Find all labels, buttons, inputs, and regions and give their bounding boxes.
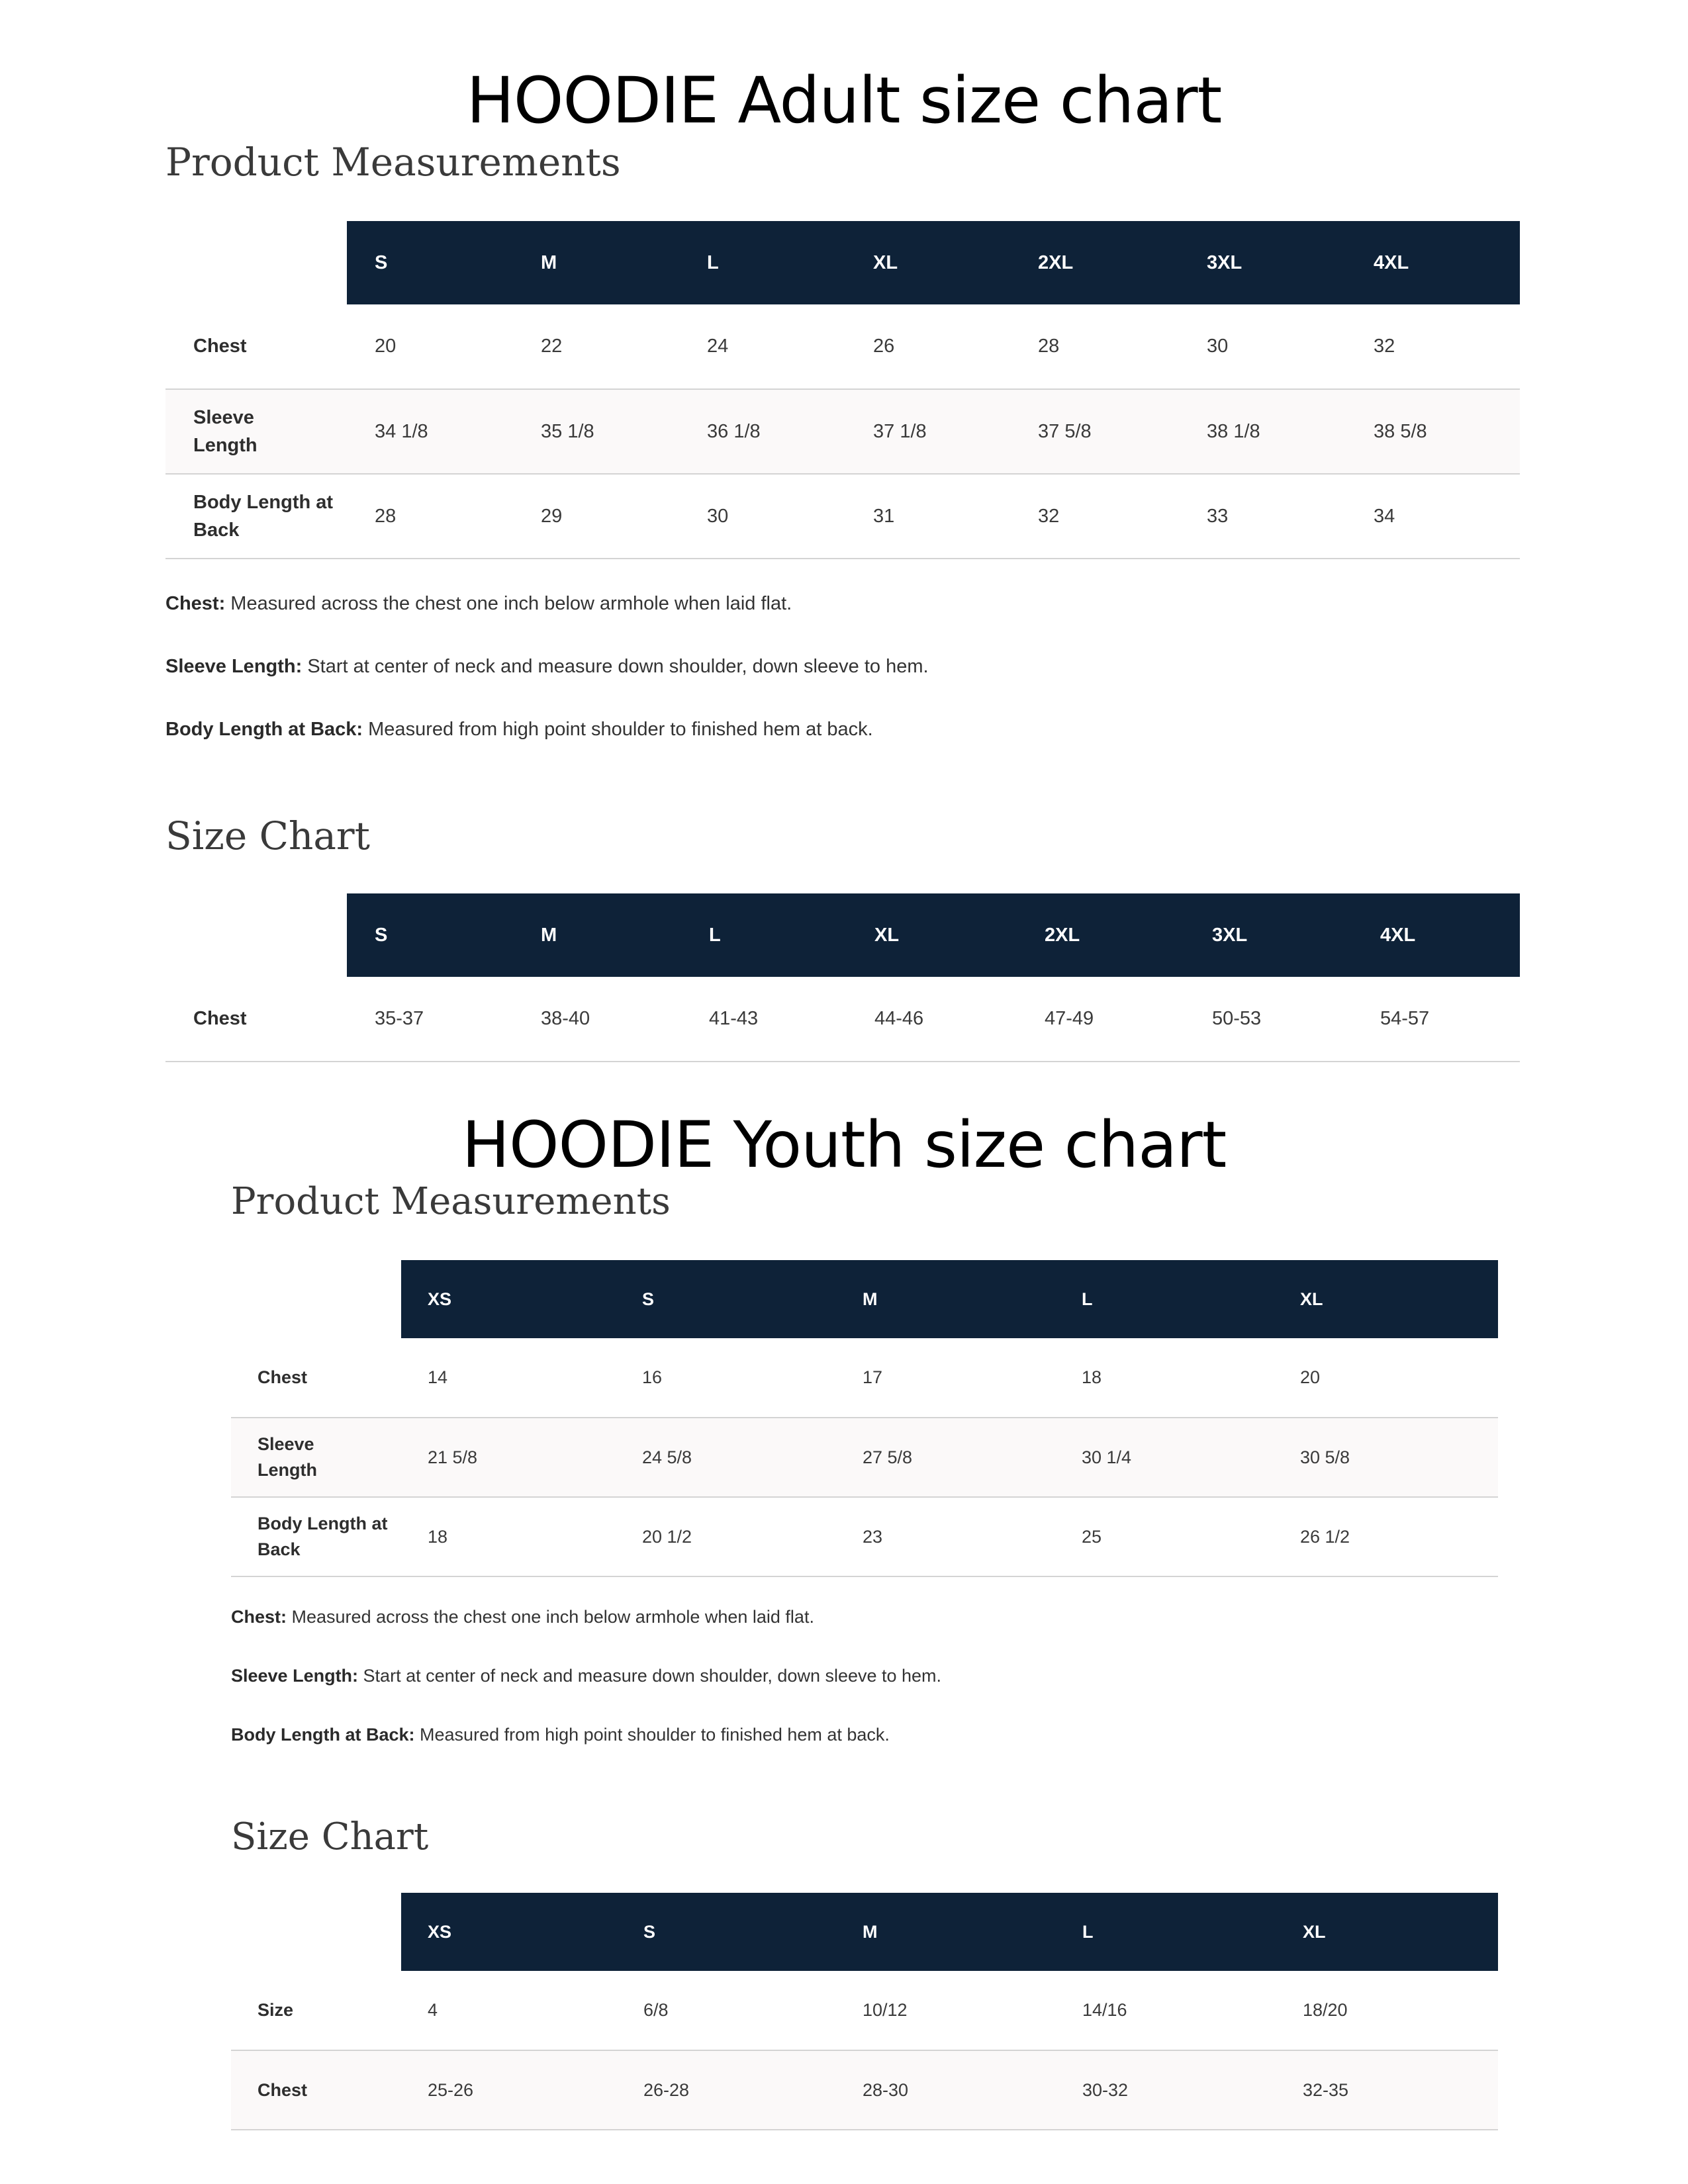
youth-size-chart-heading: Size Chart	[231, 1815, 429, 1858]
size-header-xl: XL	[1274, 1260, 1498, 1338]
size-header-m: M	[513, 221, 679, 304]
size-header-s: S	[617, 1893, 836, 1971]
table-cell: 21 5/8	[428, 1447, 478, 1467]
adult-size-chart-table	[165, 893, 1520, 1062]
table-cell: 37 5/8	[1038, 420, 1092, 442]
table-row	[231, 1497, 1498, 1576]
table-cell: 25-26	[428, 2079, 474, 2100]
size-header-4xl: 4XL	[1346, 221, 1520, 304]
row-label-body-length: Body Length at Back	[258, 1513, 388, 1559]
table-cell: 18/20	[1303, 2000, 1348, 2020]
table-cell: 38 1/8	[1207, 420, 1260, 442]
table-cell: 20	[1300, 1367, 1321, 1387]
adult-measurements-heading: Product Measurements	[165, 140, 621, 185]
row-label-size: Size	[258, 2000, 294, 2020]
table-cell: 18	[1082, 1367, 1102, 1387]
note-term: Sleeve Length:	[231, 1666, 359, 1686]
row-label-chest: Chest	[258, 2079, 308, 2100]
size-header-s: S	[347, 221, 513, 304]
table-cell: 27 5/8	[863, 1447, 913, 1467]
size-header-m: M	[836, 1260, 1055, 1338]
table-cell: 37 1/8	[873, 420, 927, 442]
table-cell: 30	[1207, 336, 1229, 357]
size-header-4xl: 4XL	[1352, 893, 1520, 977]
table-row	[165, 389, 1520, 474]
row-label-chest: Chest	[193, 1008, 247, 1029]
table-cell: 26	[873, 336, 895, 357]
youth-measurements-heading: Product Measurements	[231, 1180, 671, 1223]
youth-note-sleeve	[231, 1666, 941, 1686]
table-cell: 35 1/8	[541, 420, 594, 442]
table-row	[165, 977, 1520, 1062]
size-header-3xl: 3XL	[1184, 893, 1352, 977]
size-header-s: S	[347, 893, 513, 977]
adult-measurements-header-row	[165, 221, 1520, 304]
youth-title: HOODIE Youth size chart	[461, 1108, 1227, 1182]
youth-size-chart-table	[231, 1893, 1498, 2130]
row-label-sleeve-length: Sleeve Length	[193, 406, 258, 456]
adult-note-chest	[165, 593, 792, 615]
table-cell: 54-57	[1380, 1008, 1430, 1029]
table-cell: 24	[707, 336, 729, 357]
size-header-xl: XL	[847, 893, 1017, 977]
table-cell: 32-35	[1303, 2079, 1349, 2100]
table-cell: 25	[1082, 1526, 1102, 1547]
adult-title: HOODIE Adult size chart	[466, 64, 1222, 138]
header-spacer	[231, 1893, 401, 1971]
size-header-xl: XL	[845, 221, 1010, 304]
size-header-l: L	[1055, 1260, 1274, 1338]
table-cell: 44-46	[874, 1008, 924, 1029]
table-cell: 26 1/2	[1300, 1526, 1350, 1547]
row-label-chest: Chest	[258, 1367, 308, 1387]
youth-note-chest	[231, 1607, 814, 1627]
note-text: Measured across the chest one inch below armhole when laid flat.	[287, 1607, 814, 1627]
size-header-m: M	[513, 893, 681, 977]
table-cell: 16	[642, 1367, 663, 1387]
adult-measurements-table	[165, 221, 1520, 559]
table-cell: 20 1/2	[642, 1526, 692, 1547]
size-header-2xl: 2XL	[1010, 221, 1179, 304]
table-row	[231, 1338, 1498, 1418]
size-header-xl: XL	[1276, 1893, 1498, 1971]
size-header-3xl: 3XL	[1179, 221, 1346, 304]
table-row	[165, 304, 1520, 389]
youth-size-chart-header-row	[231, 1893, 1498, 1971]
row-label-body-length: Body Length at Back	[193, 491, 334, 541]
header-spacer	[165, 221, 347, 304]
table-cell: 28	[375, 505, 397, 527]
table-cell: 28	[1038, 336, 1060, 357]
table-cell: 31	[873, 505, 895, 527]
note-text: Measured across the chest one inch below armhole when laid flat.	[225, 593, 792, 614]
note-term: Body Length at Back:	[165, 719, 363, 740]
table-cell: 6/8	[643, 2000, 669, 2020]
size-header-l: L	[681, 893, 847, 977]
header-spacer	[231, 1260, 401, 1338]
table-cell: 29	[541, 505, 563, 527]
size-header-xs: XS	[401, 1893, 617, 1971]
table-cell: 36 1/8	[707, 420, 761, 442]
table-cell: 41-43	[709, 1008, 759, 1029]
table-cell: 34 1/8	[375, 420, 428, 442]
youth-measurements-table	[231, 1260, 1498, 1577]
table-cell: 32	[1374, 336, 1395, 357]
table-cell: 17	[863, 1367, 883, 1387]
size-header-l: L	[1056, 1893, 1276, 1971]
size-header-l: L	[679, 221, 845, 304]
table-cell: 23	[863, 1526, 883, 1547]
table-cell: 30-32	[1082, 2079, 1129, 2100]
note-term: Chest:	[231, 1607, 287, 1627]
table-cell: 30 1/4	[1082, 1447, 1132, 1467]
table-row	[165, 474, 1520, 559]
table-cell: 38-40	[541, 1008, 590, 1029]
table-cell: 30	[707, 505, 729, 527]
table-cell: 20	[375, 336, 397, 357]
note-text: Measured from high point shoulder to finished hem at back.	[363, 719, 873, 740]
adult-size-chart-header-row	[165, 893, 1520, 977]
table-cell: 14	[428, 1367, 448, 1387]
size-header-m: M	[836, 1893, 1056, 1971]
table-cell: 50-53	[1212, 1008, 1262, 1029]
table-cell: 14/16	[1082, 2000, 1127, 2020]
table-cell: 35-37	[375, 1008, 424, 1029]
note-text: Measured from high point shoulder to finished hem at back.	[414, 1725, 890, 1745]
table-row	[231, 2050, 1498, 2130]
table-cell: 33	[1207, 505, 1229, 527]
note-term: Body Length at Back:	[231, 1725, 415, 1745]
table-cell: 4	[428, 2000, 438, 2020]
note-term: Chest:	[165, 593, 226, 614]
row-label-sleeve-length: Sleeve Length	[258, 1433, 317, 1480]
table-cell: 34	[1374, 505, 1395, 527]
adult-size-chart-heading: Size Chart	[165, 813, 370, 858]
youth-measurements-header-row	[231, 1260, 1498, 1338]
table-row	[231, 1971, 1498, 2050]
adult-note-body	[165, 719, 873, 741]
adult-note-sleeve	[165, 656, 929, 678]
note-text: Start at center of neck and measure down shoulder, down sleeve to hem.	[302, 656, 929, 677]
youth-note-body	[231, 1725, 890, 1745]
table-cell: 26-28	[643, 2079, 690, 2100]
size-header-2xl: 2XL	[1017, 893, 1184, 977]
note-term: Sleeve Length:	[165, 656, 303, 677]
table-cell: 47-49	[1045, 1008, 1094, 1029]
table-cell: 28-30	[863, 2079, 909, 2100]
table-cell: 18	[428, 1526, 448, 1547]
table-cell: 24 5/8	[642, 1447, 692, 1467]
size-header-s: S	[616, 1260, 836, 1338]
table-cell: 22	[541, 336, 563, 357]
table-row	[231, 1418, 1498, 1497]
size-header-xs: XS	[401, 1260, 616, 1338]
table-cell: 10/12	[863, 2000, 908, 2020]
note-text: Start at center of neck and measure down shoulder, down sleeve to hem.	[358, 1666, 942, 1686]
row-label-chest: Chest	[193, 336, 247, 357]
header-spacer	[165, 893, 347, 977]
table-cell: 32	[1038, 505, 1060, 527]
table-cell: 30 5/8	[1300, 1447, 1350, 1467]
table-cell: 38 5/8	[1374, 420, 1427, 442]
